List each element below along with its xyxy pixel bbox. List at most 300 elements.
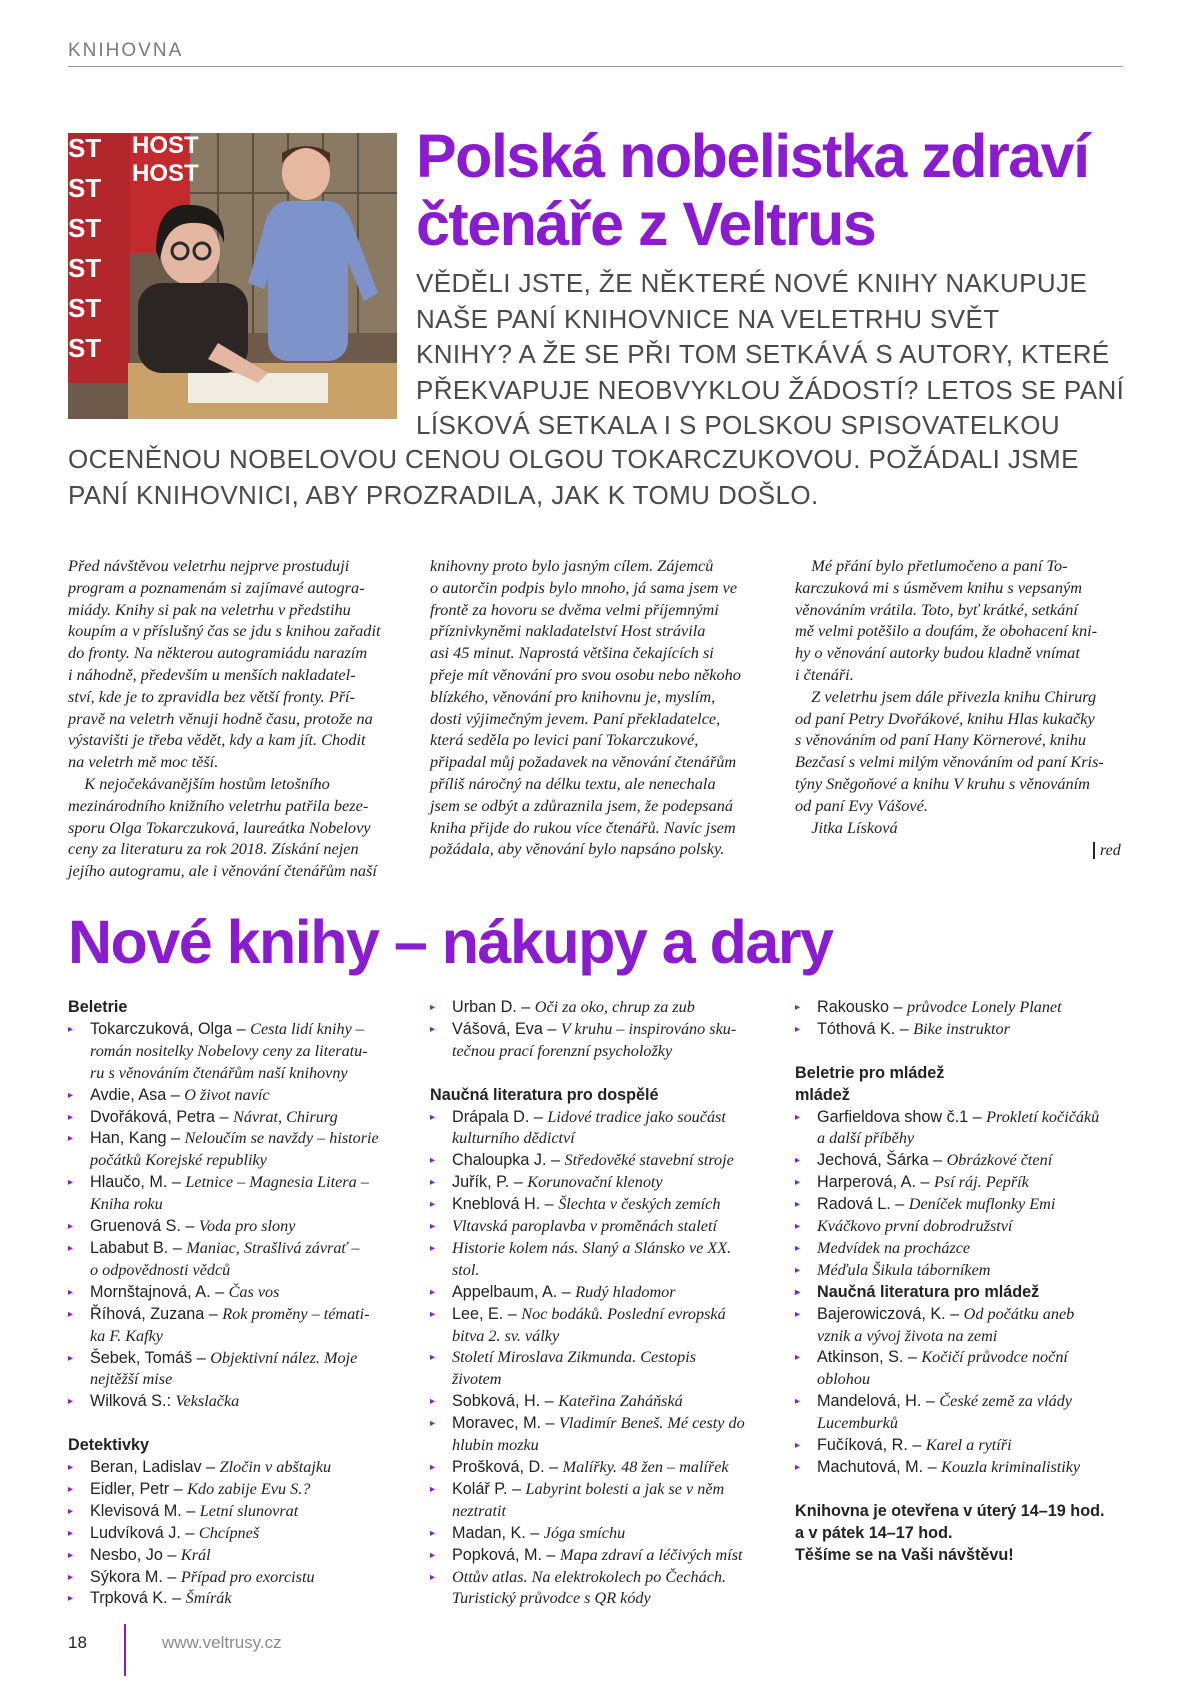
book-title: průvodce Lonely Planet <box>906 998 1062 1016</box>
book-item-line <box>452 1107 770 1129</box>
bullet-icon: ▸ <box>795 1286 801 1298</box>
book-title: Kváčkovo první dobrodružství <box>817 1217 1013 1236</box>
book-title: Malířky. 48 žen – malířek <box>562 1458 729 1477</box>
book-title: Objektivní nález. Moje <box>210 1348 358 1367</box>
article-text-line: jejího autogramu, ale i věnování čtenářům naší <box>68 861 377 881</box>
book-list-item <box>68 1391 398 1413</box>
book-item-line <box>90 1282 398 1304</box>
book-list-item <box>795 1304 1140 1348</box>
book-title: Čas vos <box>228 1282 280 1301</box>
book-title: Korunovační klenoty <box>527 1173 663 1192</box>
book-list-item <box>68 1128 398 1172</box>
bullet-icon: ▸ <box>795 1177 801 1189</box>
article-text-line: ceny za literaturu za rok 2018. Získání nejen <box>68 839 359 859</box>
book-list-item <box>68 1304 398 1348</box>
book-author: Harperová, A. – <box>817 1173 934 1192</box>
book-item-line <box>452 1019 770 1041</box>
book-author: Klevisová M. – <box>90 1501 200 1520</box>
article-text-line: Jitka Lísková <box>795 817 898 837</box>
book-title: Turistický průvodce s QR kódy <box>452 1589 651 1608</box>
book-title: Návrat, Chirurg <box>233 1107 338 1126</box>
lead-line: PŘEKVAPUJE NEOBVYKLOU ŽÁDOSTÍ? LETOS SE PANÍ <box>416 374 1125 405</box>
book-title: Historie kolem nás. Slaný a Slánsko ve XX. <box>452 1238 732 1257</box>
book-title: nejtěžší mise <box>90 1370 173 1389</box>
article-column-2 <box>430 555 741 860</box>
article-text-line: požádala, aby věnování bylo napsáno polsky. <box>430 839 725 859</box>
book-item-line <box>817 1128 1140 1150</box>
book-item-line <box>817 1107 1140 1129</box>
book-list-item <box>68 1107 398 1129</box>
book-item-line <box>90 1085 398 1107</box>
article-title <box>416 122 1136 258</box>
book-title: Psí ráj. Pepřík <box>933 1173 1029 1192</box>
article-text-line: koupím a v příslušný čas se jdu s knihou zařadit <box>68 621 381 641</box>
bullet-icon: ▸ <box>795 1352 801 1364</box>
book-item-line <box>817 1282 1140 1304</box>
book-item-line <box>817 1172 1140 1194</box>
book-item-line <box>90 1369 398 1391</box>
book-item-line <box>452 1435 770 1457</box>
book-item-line <box>452 1588 770 1610</box>
books-section-title: Nové knihy – nákupy a dary <box>68 908 833 976</box>
bullet-icon: ▸ <box>430 1308 436 1320</box>
editor-signature: red <box>1093 842 1121 859</box>
book-item-line <box>452 1567 770 1589</box>
book-title: oblohou <box>817 1370 871 1389</box>
book-author: Avdie, Asa – <box>90 1085 185 1104</box>
book-author: Lababut B. – <box>90 1238 187 1257</box>
book-item-line <box>452 1304 770 1326</box>
book-author: Trpková K. – <box>90 1589 186 1608</box>
book-list-item <box>795 1457 1140 1479</box>
book-list-item <box>430 1107 770 1151</box>
book-list-item <box>795 1150 1140 1172</box>
banner-text-st-2: ST <box>68 173 102 203</box>
book-list-item <box>795 1347 1140 1391</box>
book-author: Prošková, D. – <box>452 1458 563 1477</box>
bullet-icon: ▸ <box>430 1111 436 1123</box>
book-title: Zločin v abštajku <box>219 1458 332 1477</box>
book-title: České země za vlády <box>939 1392 1072 1411</box>
book-list-item <box>430 1238 770 1282</box>
book-author: Appelbaum, A. – <box>452 1282 576 1301</box>
book-title: Jóga smíchu <box>543 1523 626 1542</box>
book-title: Chcípneš <box>198 1523 260 1542</box>
books-column-2 <box>430 997 770 1610</box>
opening-hours-line: Knihovna je otevřena v úterý 14–19 hod. <box>795 1501 1105 1520</box>
book-item-line <box>452 1479 770 1501</box>
bullet-icon: ▸ <box>68 1286 74 1298</box>
article-text-line: blízkého, věnování pro knihovnu je, myslím, <box>430 686 716 706</box>
bullet-icon: ▸ <box>430 1418 436 1430</box>
bullet-icon: ▸ <box>430 1002 436 1013</box>
bullet-icon: ▸ <box>430 1462 436 1474</box>
book-item-line <box>817 1391 1140 1413</box>
book-title: Vltavská paroplavba v proměnách staletí <box>452 1217 717 1236</box>
book-list-item <box>68 1457 398 1479</box>
footer-divider <box>124 1624 126 1676</box>
book-item-line <box>90 1150 398 1172</box>
banner-text-host-2: HOST <box>132 160 199 187</box>
book-item-line <box>817 1457 1140 1479</box>
banner-text-host-1: HOST <box>132 133 199 159</box>
article-column-3 <box>795 555 1104 838</box>
book-author: Fučíková, R. – <box>817 1436 926 1455</box>
book-title: Vladimír Beneš. Mé cesty do <box>559 1414 745 1433</box>
book-title: Méďula Šikula táborníkem <box>817 1260 991 1279</box>
book-list-item <box>795 1194 1140 1216</box>
book-list-item <box>430 1523 770 1545</box>
book-item-line <box>817 1194 1140 1216</box>
book-item-line <box>90 1216 398 1238</box>
book-list-item <box>430 1172 770 1194</box>
book-author: Naučná literatura pro mládež <box>817 1282 1040 1301</box>
bullet-icon: ▸ <box>68 1133 74 1145</box>
article-text-line: jsem se odbýt a zdůraznila jsem, že podepsaná <box>430 795 733 815</box>
book-list-item <box>430 1567 770 1611</box>
book-title: neztratit <box>452 1501 506 1520</box>
book-item-line <box>817 1238 1140 1260</box>
book-item-line <box>452 1194 770 1216</box>
book-title: Bike instruktor <box>913 1019 1010 1038</box>
book-title: Šmírák <box>185 1589 232 1608</box>
book-item-line <box>452 1413 770 1435</box>
book-author: Eidler, Petr – <box>90 1479 188 1498</box>
book-title: Maniac, Strašlivá závrať – <box>186 1238 360 1257</box>
book-item-line <box>817 1216 1140 1238</box>
article-column-1 <box>68 555 381 882</box>
book-item-line <box>817 1347 1140 1369</box>
book-title: Kateřina Zaháňská <box>558 1392 683 1411</box>
book-item-line <box>452 1326 770 1348</box>
book-title: Ottův atlas. Na elektrokolech po Čechách. <box>452 1567 727 1586</box>
book-list-item <box>430 1282 770 1304</box>
article-text-line: příliš náročný na délku textu, ale nenechala <box>430 773 716 793</box>
book-author: Bajerowiczová, K. – <box>817 1304 964 1323</box>
bullet-icon: ▸ <box>795 1264 801 1276</box>
book-item-line <box>452 1216 770 1238</box>
book-item-line <box>452 1172 770 1194</box>
bullet-icon: ▸ <box>795 1308 801 1320</box>
book-list-item <box>68 1348 398 1392</box>
book-list-item <box>795 997 1140 1019</box>
book-title: stol. <box>452 1260 480 1279</box>
article-text-line: karczuková mi s úsměvem knihu s vepsaným <box>795 577 1082 597</box>
book-list-item <box>68 1238 398 1282</box>
article-text-line: týny Sněgoňové a knihu V kruhu s věnováním <box>795 773 1090 793</box>
book-list-item <box>68 1172 398 1216</box>
book-title: Letní slunovrat <box>199 1501 299 1520</box>
bullet-icon: ▸ <box>68 1593 74 1605</box>
article-text-line: sporu Olga Tokarczuková, laureátka Nobelovy <box>68 817 371 837</box>
book-list-item <box>68 1282 398 1304</box>
bullet-icon: ▸ <box>68 1527 74 1539</box>
book-author: Ludvíková J. – <box>90 1523 199 1542</box>
lead-paragraph-bottom <box>68 442 1079 513</box>
book-item-line <box>90 1348 398 1370</box>
article-text-line: dosti výjimečným jevem. Paní překladatelce, <box>430 708 721 728</box>
book-title: bitva 2. sv. války <box>452 1326 560 1345</box>
book-author: Šebek, Tomáš – <box>90 1348 211 1367</box>
book-list-item <box>795 1282 1140 1304</box>
book-item-line <box>452 1391 770 1413</box>
book-item-line <box>452 1150 770 1172</box>
bullet-icon: ▸ <box>430 1286 436 1298</box>
books-column-3-list <box>795 997 1140 1479</box>
book-author: Madan, K. – <box>452 1523 544 1542</box>
bullet-icon: ▸ <box>795 1396 801 1408</box>
book-title: román nositelky Nobelovy ceny za literatu- <box>90 1041 368 1060</box>
book-title: o odpovědnosti vědců <box>90 1260 231 1279</box>
book-title: kulturního dědictví <box>452 1129 575 1148</box>
book-item-line <box>452 1501 770 1523</box>
book-list-item <box>430 1216 770 1238</box>
banner-text-st-5: ST <box>68 293 102 323</box>
article-photo <box>68 133 397 419</box>
book-author: Popková, M. – <box>452 1545 560 1564</box>
book-author: Atkinson, S. – <box>817 1348 922 1367</box>
book-author: Drápala D. – <box>452 1107 548 1126</box>
page-number: 18 <box>68 1633 87 1652</box>
book-item-line <box>452 1260 770 1282</box>
book-category-heading: Naučná literatura pro dospělé <box>430 1085 659 1104</box>
bullet-icon: ▸ <box>68 1242 74 1254</box>
books-column-3 <box>795 997 1140 1567</box>
bullet-icon: ▸ <box>795 1002 801 1013</box>
bullet-icon: ▸ <box>795 1199 801 1211</box>
book-item-line <box>452 1369 770 1391</box>
book-item-line <box>90 1041 398 1063</box>
bullet-icon: ▸ <box>430 1352 436 1364</box>
article-text-line: mezinárodního knižního veletrhu patřila beze- <box>68 795 369 815</box>
book-title: Kouzla kriminalistiky <box>941 1458 1081 1477</box>
article-text-line: knihovny proto bylo jasným cílem. Zájemců <box>430 556 714 575</box>
bullet-icon: ▸ <box>68 1483 74 1495</box>
book-list-item <box>430 997 770 1019</box>
book-list-item <box>68 1479 398 1501</box>
article-text-line: přeje mít věnování pro svou osobu nebo někoho <box>430 664 741 684</box>
article-text-line: o autorčin podpis bylo mnoho, já sama jsem ve <box>430 577 738 597</box>
book-category-heading: Beletrie <box>68 998 128 1016</box>
book-list-item <box>68 1085 398 1107</box>
book-title: Případ pro exorcistu <box>180 1567 315 1586</box>
bullet-icon: ▸ <box>430 1396 436 1408</box>
book-title: Lucemburků <box>817 1414 898 1433</box>
article-text-line: i náhodně, především u menších nakladatel- <box>68 664 356 684</box>
book-title: Obrázkové čtení <box>946 1151 1053 1170</box>
lead-line: LÍSKOVÁ SETKALA I S POLSKOU SPISOVATELKOU <box>416 410 1061 440</box>
bullet-icon: ▸ <box>430 1571 436 1583</box>
book-list-item <box>795 1107 1140 1151</box>
book-item-line <box>452 997 770 1019</box>
bullet-icon: ▸ <box>430 1155 436 1167</box>
book-category-heading: mládež <box>795 1085 850 1104</box>
book-title: Letnice – Magnesia Litera – <box>185 1173 369 1192</box>
book-item-line <box>452 1347 770 1369</box>
book-author: Kolář P. – <box>452 1479 526 1498</box>
book-item-line <box>452 1282 770 1304</box>
article-text-line: věnováním vrátila. Toto, byť krátké, setkání <box>795 599 1078 619</box>
banner-text-st-4: ST <box>68 253 102 283</box>
book-list-item <box>68 1567 398 1589</box>
book-title: Kočičí průvodce noční <box>921 1348 1068 1367</box>
lead-line: NAŠE PANÍ KNIHOVNICE NA VELETRHU SVĚT <box>416 303 1000 334</box>
article-title-line: Polská nobelistka zdraví <box>416 122 1089 190</box>
book-list-item <box>430 1304 770 1348</box>
book-title: tečnou prací forenzní psycholožky <box>452 1041 673 1060</box>
article-text-line: výstavišti je třeba vědět, kdy a kam jít. Chodit <box>68 730 366 750</box>
article-text-line: Mé přání bylo přetlumočeno a paní To- <box>795 556 1068 575</box>
book-list-item <box>68 1216 398 1238</box>
book-item-line <box>90 1545 398 1567</box>
article-text-line: Před návštěvou veletrhu nejprve prostuduji <box>68 556 350 575</box>
bullet-icon: ▸ <box>68 1352 74 1364</box>
book-item-line <box>817 1260 1140 1282</box>
opening-hours-line: Těšíme se na Vaši návštěvu! <box>795 1545 1014 1564</box>
book-title: O život navíc <box>184 1085 270 1104</box>
book-item-line <box>817 1369 1140 1391</box>
book-list-item <box>795 1435 1140 1457</box>
book-author: Kneblová H. – <box>452 1195 559 1214</box>
books-column-1 <box>68 997 398 1610</box>
book-title: Cesta lidí knihy – <box>250 1019 364 1038</box>
book-item-line <box>817 1413 1140 1435</box>
book-item-line <box>90 1128 398 1150</box>
article-text-line: asi 45 minut. Naprostá většina čekajících si <box>430 643 714 663</box>
bullet-icon: ▸ <box>68 1396 74 1408</box>
book-list-item <box>795 1172 1140 1194</box>
book-item-line <box>90 1588 398 1610</box>
book-title: Středověké stavební stroje <box>564 1151 734 1170</box>
banner-text-st-1: ST <box>68 133 102 163</box>
book-list-item <box>795 1391 1140 1435</box>
article-text-line: Z veletrhu jsem dále přivezla knihu Chirurg <box>795 686 1097 706</box>
book-author: Beran, Ladislav – <box>90 1458 220 1477</box>
bullet-icon: ▸ <box>68 1462 74 1474</box>
book-item-line <box>452 1128 770 1150</box>
book-list-item <box>430 1545 770 1567</box>
article-text-line: i čtenáři. <box>795 664 854 684</box>
article-text-line: od paní Evy Vášové. <box>795 795 928 815</box>
book-title: Karel a rytíři <box>925 1436 1012 1455</box>
book-title: V kruhu – inspirováno sku- <box>560 1019 737 1038</box>
book-author: Radová L. – <box>817 1195 909 1214</box>
bullet-icon: ▸ <box>795 1221 801 1233</box>
book-title: ka F. Kafky <box>90 1326 163 1345</box>
bullet-icon: ▸ <box>795 1462 801 1474</box>
bullet-icon: ▸ <box>430 1023 436 1035</box>
bullet-icon: ▸ <box>68 1177 74 1189</box>
bullet-icon: ▸ <box>430 1177 436 1189</box>
book-title: Deníček muflonky Emi <box>908 1195 1056 1214</box>
book-title: Století Miroslava Zikmunda. Cestopis <box>452 1348 697 1367</box>
book-item-line <box>452 1238 770 1260</box>
book-item-line <box>90 1567 398 1589</box>
book-list-item <box>430 1413 770 1457</box>
article-text-line: pravě na veletrh věnuji hodně času, protože na <box>68 708 373 728</box>
book-item-line <box>90 1194 398 1216</box>
book-author: Garfieldova show č.1 – <box>817 1107 987 1126</box>
book-list-item <box>430 1347 770 1391</box>
book-list-item <box>430 1457 770 1479</box>
lead-line: PANÍ KNIHOVNICI, ABY PROZRADILA, JAK K TOMU DOŠLO. <box>68 479 819 510</box>
article-text-line: na veletrh mě moc těší. <box>68 752 219 772</box>
book-author: Wilková S.: <box>90 1392 176 1411</box>
book-category-heading: Beletrie pro mládež <box>795 1063 945 1082</box>
book-author: Machutová, M. – <box>817 1458 942 1477</box>
bullet-icon: ▸ <box>430 1549 436 1561</box>
book-title: hlubin mozku <box>452 1436 539 1455</box>
bullet-icon: ▸ <box>68 1308 74 1320</box>
book-item-line <box>90 1326 398 1348</box>
article-title-line: čtenáře z Veltrus <box>416 190 876 258</box>
article-text-line: kniha přijde do rukou více čtenářů. Navíc jsem <box>430 817 736 837</box>
book-title: Král <box>180 1545 211 1564</box>
bullet-icon: ▸ <box>430 1483 436 1495</box>
book-author: Urban D. – <box>452 998 535 1016</box>
lead-line: VĚDĚLI JSTE, ŽE NĚKTERÉ NOVÉ KNIHY NAKUPUJE <box>416 268 1088 298</box>
book-author: Hlaučo, M. – <box>90 1173 186 1192</box>
book-item-line <box>90 1019 398 1041</box>
lead-paragraph-top <box>416 266 1124 444</box>
article-text-line: s věnováním od paní Hany Körnerové, knihu <box>795 730 1087 750</box>
book-item-line <box>90 1172 398 1194</box>
bullet-icon: ▸ <box>795 1023 801 1035</box>
book-title: ru s věnováním čtenářům naší knihovny <box>90 1063 348 1082</box>
article-text-line: K nejočekávanějším hostům letošního <box>68 773 330 793</box>
book-item-line <box>452 1523 770 1545</box>
book-list-item <box>430 1479 770 1523</box>
book-list-item <box>795 1238 1140 1260</box>
book-item-line <box>90 1063 398 1085</box>
book-author: Nesbo, Jo – <box>90 1545 181 1564</box>
article-text-line: mě velmi potěšilo a doufám, že obohacení kni- <box>795 621 1098 641</box>
book-author: Dvořáková, Petra – <box>90 1107 234 1126</box>
section-label: KNIHOVNA <box>68 40 184 61</box>
book-title: Prokletí kočičáků <box>986 1107 1100 1126</box>
footer-website-link[interactable]: www.veltrusy.cz <box>162 1633 282 1652</box>
book-item-line <box>452 1457 770 1479</box>
book-list-item <box>68 1588 398 1610</box>
opening-hours-note <box>795 1501 1140 1567</box>
book-title: Vekslačka <box>175 1392 240 1411</box>
lead-line: KNIHY? A ŽE SE PŘI TOM SETKÁVÁ S AUTORY, KTERÉ <box>416 339 1110 369</box>
book-author: Tokarczuková, Olga – <box>90 1019 251 1038</box>
book-list-item <box>430 1391 770 1413</box>
book-item-line <box>90 1260 398 1282</box>
article-text-line: do fronty. Na některou autogramiádu narazím <box>68 643 368 663</box>
article-text-line: ství, kde je to zpravidla bez větší fronty. Pří- <box>68 686 355 706</box>
article-text-line: připadal můj požadavek na věnování čtenářům <box>430 752 737 772</box>
bullet-icon: ▸ <box>430 1221 436 1233</box>
book-title: Šlechta v českých zemích <box>558 1195 721 1214</box>
book-item-line <box>817 1304 1140 1326</box>
book-author: Gruenová S. – <box>90 1217 199 1236</box>
book-list-item <box>795 1019 1140 1041</box>
bullet-icon: ▸ <box>68 1549 74 1561</box>
article-text-line: miády. Knihy si pak na veletrhu v předstihu <box>68 599 351 619</box>
book-list-item <box>430 1150 770 1172</box>
book-author: Mandelová, H. – <box>817 1392 940 1411</box>
book-author: Lee, E. – <box>452 1304 522 1323</box>
book-author: Mornštajnová, A. – <box>90 1282 229 1301</box>
book-item-line <box>90 1107 398 1129</box>
book-title: vznik a vývoj života na zemi <box>817 1326 998 1345</box>
book-title: Od počátku aneb <box>963 1304 1075 1323</box>
bullet-icon: ▸ <box>68 1111 74 1123</box>
book-author: Sobková, H. – <box>452 1392 559 1411</box>
article-text-line: program a poznamenám si zajímavé autogra- <box>68 577 365 597</box>
